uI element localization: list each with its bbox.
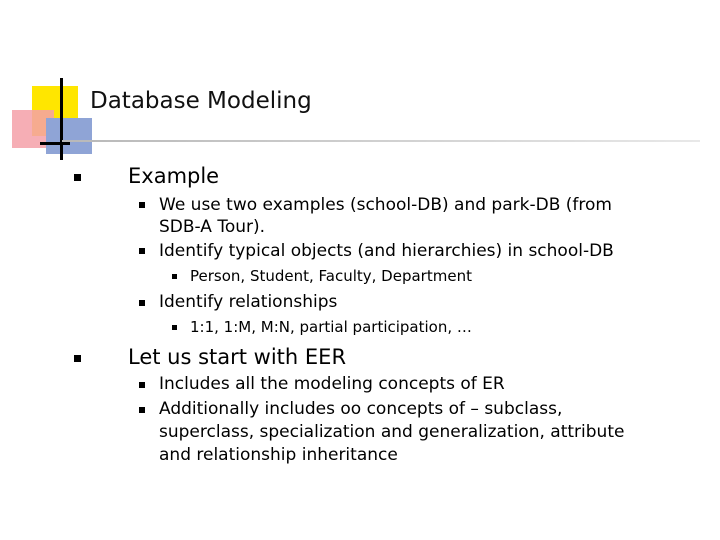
bullet-example: Example: [128, 164, 220, 188]
bullet-square-icon: [74, 355, 81, 362]
bullet-examples-line1-cont: SDB-A Tour).: [159, 217, 266, 237]
bullet-square-icon: [139, 300, 145, 306]
bullet-er-concepts: Includes all the modeling concepts of ER: [159, 374, 505, 394]
bullet-relationship-types: 1:1, 1:M, M:N, partial participation, …: [190, 318, 472, 336]
bullet-square-icon: [139, 407, 145, 413]
bullet-square-icon: [172, 274, 177, 279]
title-decoration-horizontal-line: [40, 142, 70, 145]
bullet-objects-list: Person, Student, Faculty, Department: [190, 267, 472, 285]
slide-title: Database Modeling: [90, 88, 312, 114]
bullet-square-icon: [172, 325, 177, 330]
bullet-square-icon: [139, 202, 145, 208]
bullet-eer: Let us start with EER: [128, 345, 347, 369]
bullet-square-icon: [139, 248, 145, 254]
bullet-oo-concepts-cont1: superclass, specialization and generalization, attribute: [159, 422, 625, 442]
bullet-examples-line1: We use two examples (school-DB) and park-DB (from: [159, 195, 612, 215]
title-decoration-blue: [46, 118, 92, 154]
bullet-square-icon: [74, 174, 81, 181]
bullet-identify-objects: Identify typical objects (and hierarchies) in school-DB: [159, 241, 614, 261]
bullet-oo-concepts: Additionally includes oo concepts of – subclass,: [159, 399, 563, 419]
bullet-oo-concepts-cont2: and relationship inheritance: [159, 445, 398, 465]
bullet-square-icon: [139, 382, 145, 388]
bullet-identify-relationships: Identify relationships: [159, 292, 338, 312]
title-underline: [62, 140, 700, 142]
title-decoration-vertical-line: [60, 78, 63, 160]
